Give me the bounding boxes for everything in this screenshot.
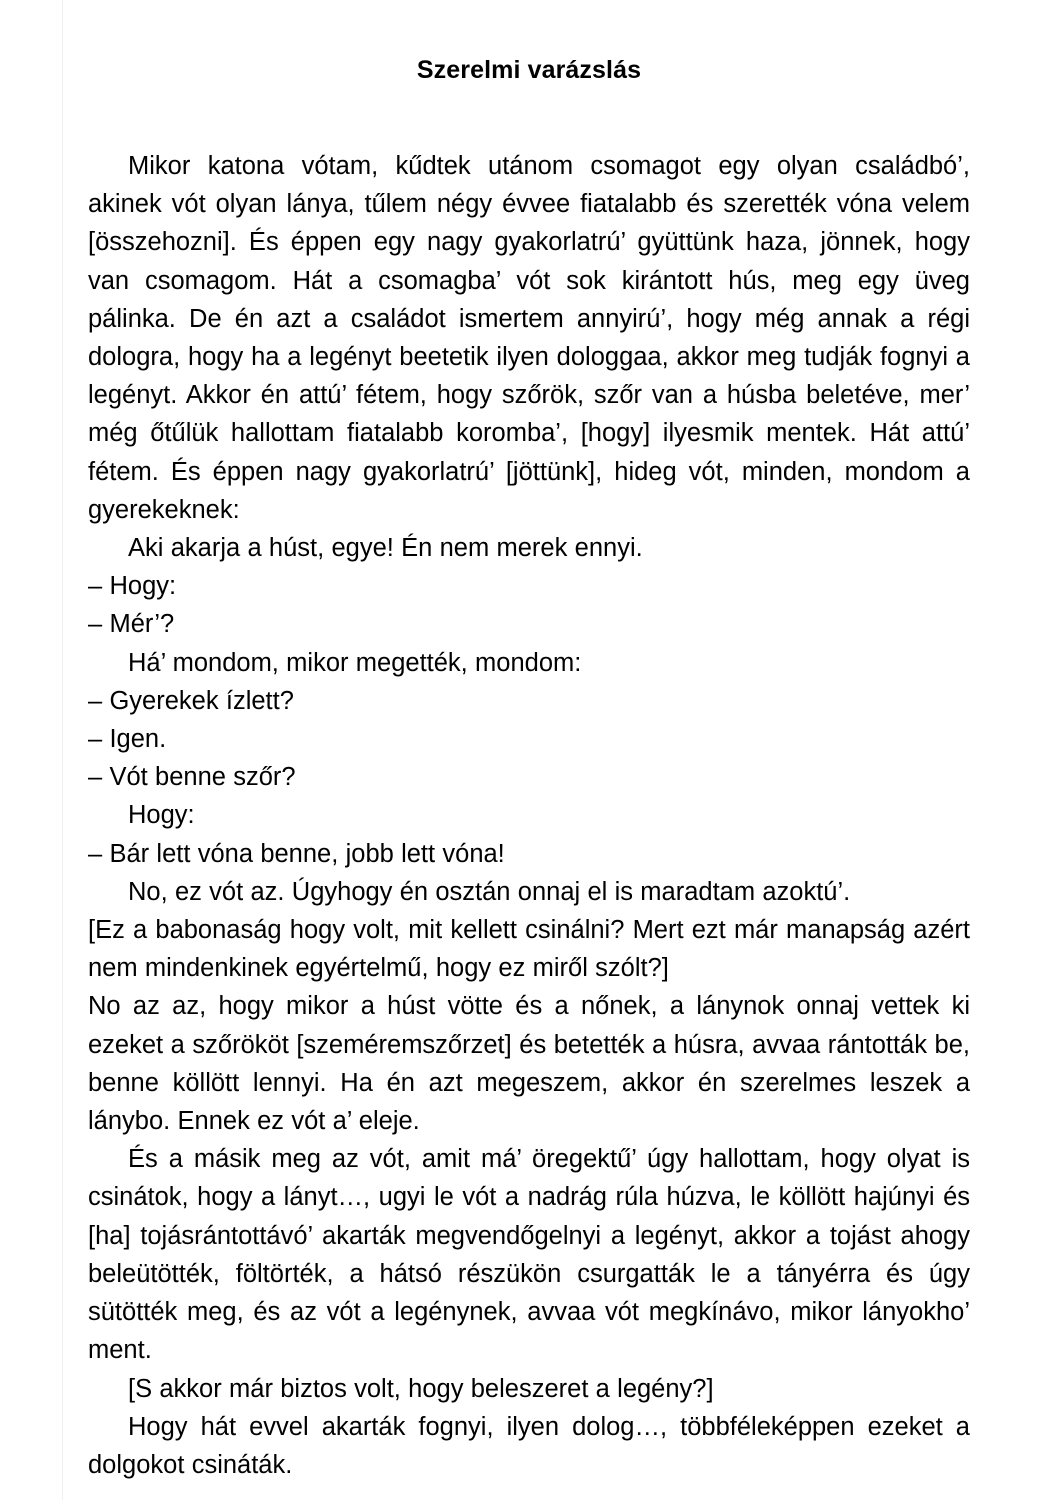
paragraph: És a másik meg az vót, amit má’ öregektű’ úgy hallottam, hogy olyat is csinátok, hogy a lányt…, ugyi le vót a nadrág rúla húzva, le köllött hajúnyi és [ha] tojásrántottávó’ akarták megvendőgelnyi a legényt, akkor a tojást ahogy beleütötték, föltörték, a hátsó részükön csurgatták le a tányérra és úgy sütötték meg, és az vót a legénynek, avvaa vót megkínávo, mikor lányokho’ ment. xyxy=(88,1145,970,1365)
paragraph: Hogy hát evvel akarták fognyi, ilyen dolog…, többféleképpen ezeket a dolgokot csináták. xyxy=(88,1412,970,1479)
editorial-note: [Ez a babonaság hogy volt, mit kellett csinálni? Mert ezt már manapság azért nem mindenkinek egyértelmű, hogy ez miről szólt?] xyxy=(88,916,970,983)
dialogue-line: – Mér’? xyxy=(88,610,175,639)
paragraph: Há’ mondom, mikor megették, mondom: xyxy=(128,648,582,677)
document-content xyxy=(88,0,970,1484)
document-body xyxy=(88,147,970,1484)
dialogue-line: – Hogy: xyxy=(88,572,177,601)
editorial-note: [S akkor már biztos volt, hogy beleszeret a legény?] xyxy=(128,1374,714,1403)
dialogue-line: – Vót benne szőr? xyxy=(88,763,296,792)
paragraph: No az az, hogy mikor a húst vötte és a nőnek, a lánynok onnaj vettek ki ezeket a szőrököt [szeméremszőrzet] és betették a húsra, avvaa rántották be, benne köllött lennyi. Ha én azt megeszem, akkor én szerelmes leszek a lánybo. Ennek ez vót a’ eleje. xyxy=(88,992,970,1136)
dialogue-line: – Igen. xyxy=(88,725,167,754)
paragraph: No, ez vót az. Úgyhogy én osztán onnaj el is maradtam azoktú’. xyxy=(128,877,851,906)
paragraph: Aki akarja a húst, egye! Én nem merek ennyi. xyxy=(128,534,643,563)
paragraph: Mikor katona vótam, kűdtek utánom csomagot egy olyan családbó’, akinek vót olyan lánya, tűlem négy évvee fiatalabb és szerették vóna velem [összehozni]. És éppen egy nagy gyakorlatrú’ gyüttünk haza, jönnek, hogy van csomagom. Hát a csomagba’ vót sok kirántott hús, meg egy üveg pálinka. De én azt a családot ismertem annyirú’, hogy még annak a régi dologra, hogy ha a legényt beetetik ilyen dologgaa, akkor meg tudják fognyi a legényt. Akkor én attú’ fétem, hogy szőrök, szőr van a húsba beletéve, mer’ még őtűlük hallottam fiatalabb koromba’, [hogy] ilyesmik mentek. Hát attú’ fétem. És éppen nagy gyakorlatrú’ [jöttünk], hideg vót, minden, mondom a gyerekeknek: xyxy=(88,152,970,524)
page-edge-artifact xyxy=(62,0,63,1500)
page-title: Szerelmi varázslás xyxy=(416,56,642,84)
dialogue-line: – Bár lett vóna benne, jobb lett vóna! xyxy=(88,839,505,868)
dialogue-line: – Gyerekek ízlett? xyxy=(88,686,294,715)
paragraph: Hogy: xyxy=(128,801,195,830)
